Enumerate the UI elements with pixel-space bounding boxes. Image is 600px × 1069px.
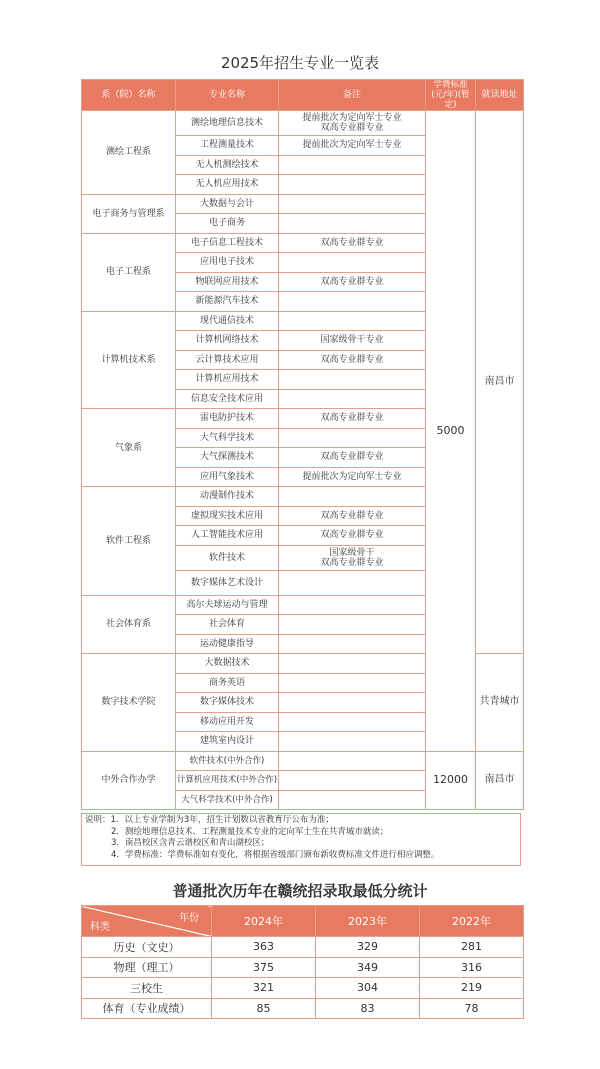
- major-note: [279, 331, 426, 351]
- major-name: 计算机应用技术: [176, 370, 279, 390]
- score-value: 78: [420, 998, 524, 1019]
- location-gongqing: 共青城市: [476, 654, 524, 752]
- major-name: 大数据技术: [176, 654, 279, 674]
- score-category: 历史（文史）: [82, 937, 212, 958]
- major-name: 虚拟现实技术应用: [176, 506, 279, 526]
- major-name: 高尔夫球运动与管理: [176, 595, 279, 615]
- dept-name: 计算机技术系: [82, 311, 176, 409]
- score-category: 物理（理工）: [82, 957, 212, 978]
- note-text: 提前批次为定向军士专业: [302, 471, 402, 482]
- major-name: 人工智能技术应用: [176, 526, 279, 546]
- score-category: 体育（专业成绩）: [82, 998, 212, 1019]
- note-text: 提前批次为定向军士专业: [302, 113, 402, 123]
- major-note: [279, 732, 426, 752]
- major-note: [279, 615, 426, 635]
- score-value: 329: [316, 937, 420, 958]
- score-category: 三校生: [82, 978, 212, 999]
- dept-name: 社会体育系: [82, 595, 176, 654]
- major-note: [279, 370, 426, 390]
- dept-name: 中外合作办学: [82, 751, 176, 810]
- major-name: 数字媒体技术: [176, 693, 279, 713]
- major-note: [279, 693, 426, 713]
- major-name: 云计算技术应用: [176, 350, 279, 370]
- major-name: 商务英语: [176, 673, 279, 693]
- major-note: [279, 487, 426, 507]
- note-line: 3．南昌校区含青云谱校区和青山湖校区；: [111, 838, 270, 848]
- major-note: [279, 595, 426, 615]
- major-note: [279, 790, 426, 810]
- score-value: 85: [212, 998, 316, 1019]
- page-title: 2025年招生专业一览表: [220, 54, 380, 72]
- major-note: [279, 389, 426, 409]
- major-name: 无人机应用技术: [176, 175, 279, 195]
- note-text: 双高专业群专业: [320, 510, 384, 521]
- header-location: 就读地址: [476, 80, 524, 111]
- dept-name: 软件工程系: [82, 487, 176, 596]
- dept-name: 测绘工程系: [82, 111, 176, 195]
- note-text: 双高专业群专业: [320, 557, 384, 568]
- major-name: 建筑室内设计: [176, 732, 279, 752]
- major-note: [279, 253, 426, 273]
- header-note: 备注: [279, 80, 426, 111]
- major-name: 新能源汽车技术: [176, 292, 279, 312]
- major-name: 大气科学技术: [176, 428, 279, 448]
- major-name: 运动健康指导: [176, 634, 279, 654]
- major-note: [279, 570, 426, 595]
- major-note: [279, 311, 426, 331]
- location-coop: 南昌市: [476, 751, 524, 810]
- major-name: 软件技术(中外合作): [176, 751, 279, 771]
- score-value: 219: [420, 978, 524, 999]
- major-note: [279, 214, 426, 234]
- note-line: 4．学费标准：学费标准如有变化，将根据省级部门颁布新收费标准文件进行相应调整。: [111, 849, 440, 860]
- major-name: 计算机网络技术: [176, 331, 279, 351]
- major-note: [279, 350, 426, 370]
- major-note: [279, 634, 426, 654]
- major-name: 计算机应用技术(中外合作): [176, 771, 279, 791]
- major-name: 大数据与会计: [176, 194, 279, 214]
- major-name: 动漫制作技术: [176, 487, 279, 507]
- header-major: 专业名称: [176, 80, 279, 111]
- dept-name: 电子商务与管理系: [82, 194, 176, 233]
- major-note: [279, 111, 426, 136]
- note-text: 双高专业群专业: [320, 413, 384, 424]
- note-text: 双高专业群专业: [320, 452, 384, 463]
- major-name: 数字媒体艺术设计: [176, 570, 279, 595]
- score-value: 375: [212, 957, 316, 978]
- scores-title: 普通批次历年在赣统招录取最低分统计: [172, 882, 428, 900]
- major-name: 现代通信技术: [176, 311, 279, 331]
- score-value: 304: [316, 978, 420, 999]
- score-value: 349: [316, 957, 420, 978]
- major-name: 电子商务: [176, 214, 279, 234]
- header-diagonal: [82, 906, 212, 937]
- note-text: 国家级骨干专业: [320, 335, 384, 346]
- dept-name: 数字技术学院: [82, 654, 176, 752]
- major-note: [279, 545, 426, 570]
- major-name: 信息安全技术应用: [176, 389, 279, 409]
- year-header: 2023年: [316, 906, 420, 937]
- major-note: [279, 194, 426, 214]
- major-note: [279, 448, 426, 468]
- major-note: [279, 771, 426, 791]
- score-row: [82, 937, 524, 958]
- major-name: 软件技术: [176, 545, 279, 570]
- major-note: [279, 673, 426, 693]
- table-row: [82, 111, 524, 136]
- major-name: 社会体育: [176, 615, 279, 635]
- table-row: [82, 751, 524, 771]
- location-nanchang: 南昌市: [476, 111, 524, 654]
- major-name: 工程测量技术: [176, 136, 279, 156]
- note-text: 双高专业群专业: [320, 354, 384, 365]
- category-label: 科类: [90, 922, 110, 933]
- major-note: [279, 751, 426, 771]
- note-text: 提前批次为定向军士专业: [302, 140, 402, 151]
- major-note: [279, 506, 426, 526]
- major-name: 应用气象技术: [176, 467, 279, 487]
- dept-name: 气象系: [82, 409, 176, 487]
- header-dept: 系（院）名称: [82, 80, 176, 111]
- major-note: [279, 409, 426, 429]
- score-value: 83: [316, 998, 420, 1019]
- major-note: [279, 175, 426, 195]
- score-value: 363: [212, 937, 316, 958]
- note-text: 双高专业群专业: [320, 276, 384, 287]
- major-note: [279, 292, 426, 312]
- year-label: 年份: [179, 913, 199, 924]
- note-line: 2．测绘地理信息技术、工程测量技术专业的定向军士生在共青城市就读；: [111, 826, 389, 837]
- dept-name: 电子工程系: [82, 233, 176, 311]
- major-name: 大气科学技术(中外合作): [176, 790, 279, 810]
- fee-coop: 12000: [426, 751, 476, 810]
- major-note: [279, 155, 426, 175]
- major-name: 测绘地理信息技术: [176, 111, 279, 136]
- major-name: 大气探测技术: [176, 448, 279, 468]
- year-header: 2024年: [212, 906, 316, 937]
- major-name: 电子信息工程技术: [176, 233, 279, 253]
- scores-table: [81, 905, 524, 1019]
- score-value: 281: [420, 937, 524, 958]
- major-note: [279, 428, 426, 448]
- year-header: 2022年: [420, 906, 524, 937]
- header-fee: 学费标准 (元/年)(暂定): [426, 80, 476, 111]
- fee-standard: 5000: [426, 111, 476, 752]
- note-text: 双高专业群专业: [320, 237, 384, 248]
- major-note: [279, 136, 426, 156]
- major-name: 物联网应用技术: [176, 272, 279, 292]
- major-note: [279, 272, 426, 292]
- major-note: [279, 712, 426, 732]
- notes-box: [81, 813, 521, 866]
- major-note: [279, 467, 426, 487]
- major-name: 无人机测绘技术: [176, 155, 279, 175]
- major-note: [279, 233, 426, 253]
- score-value: 316: [420, 957, 524, 978]
- note-line: 说明：1．以上专业学制为3年，招生计划数以省教育厅公布为准；: [85, 815, 334, 825]
- major-name: 雷电防护技术: [176, 409, 279, 429]
- score-value: 321: [212, 978, 316, 999]
- major-name: 移动应用开发: [176, 712, 279, 732]
- major-name: 应用电子技术: [176, 253, 279, 273]
- note-text: 双高专业群专业: [320, 530, 384, 541]
- note-text: 双高专业群专业: [320, 123, 384, 133]
- major-note: [279, 654, 426, 674]
- majors-table: [81, 79, 524, 810]
- score-row: [82, 978, 524, 999]
- score-row: [82, 998, 524, 1019]
- major-note: [279, 526, 426, 546]
- score-row: [82, 957, 524, 978]
- note-text: 国家级骨干: [329, 547, 375, 558]
